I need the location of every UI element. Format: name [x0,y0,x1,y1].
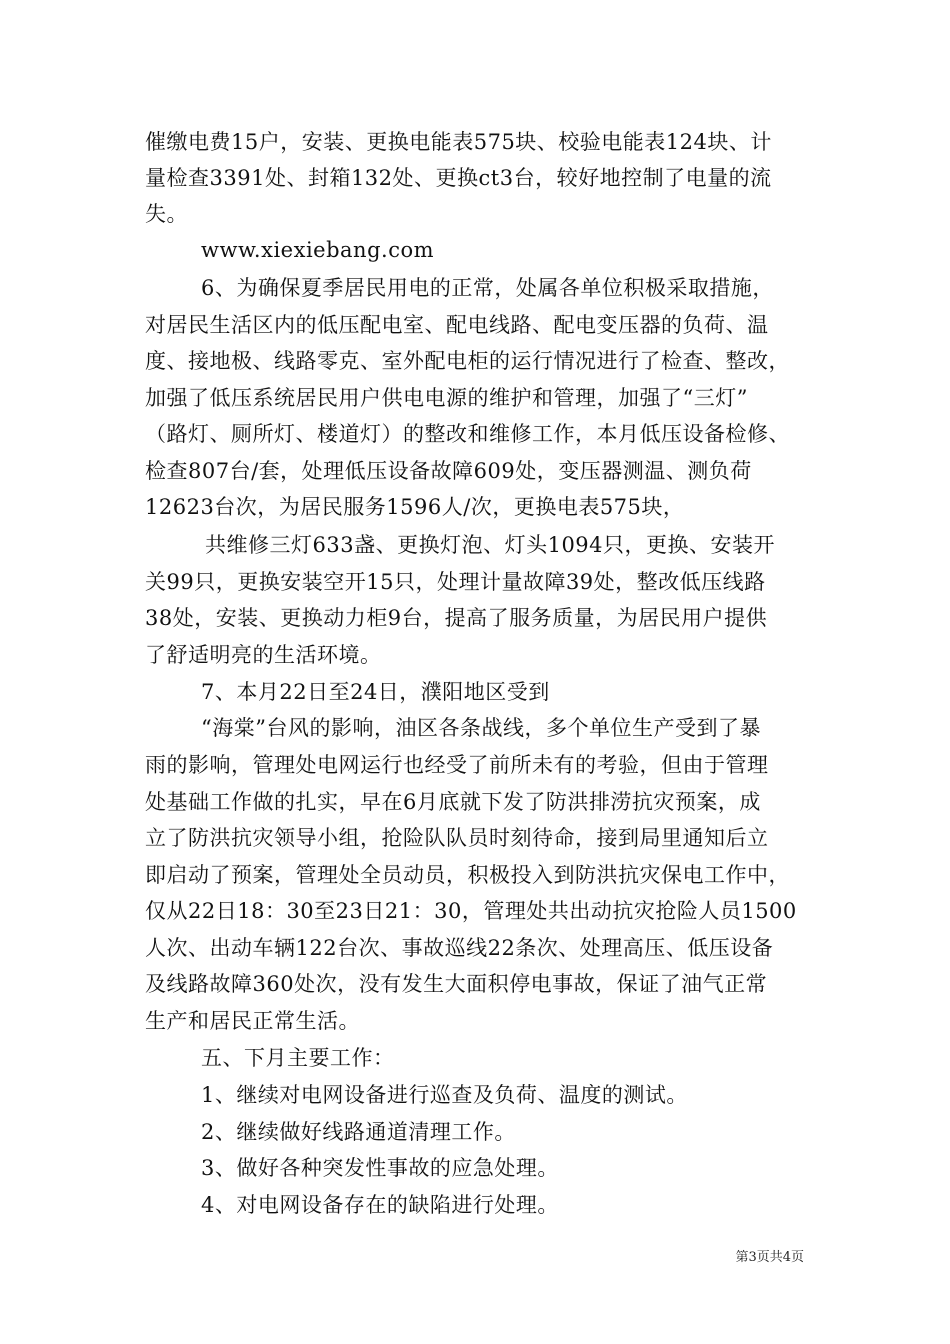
paragraph-line: 关99只，更换安装空开15只，处理计量故障39处，整改低压线路 [145,570,766,594]
list-item: 3、做好各种突发性事故的应急处理。 [201,1156,559,1180]
paragraph-line: 共维修三灯633盏、更换灯泡、灯头1094只，更换、安装开 [205,533,776,557]
paragraph-line: 度、接地极、线路零克、室外配电柜的运行情况进行了检查、整改， [145,349,790,373]
paragraph-line: （路灯、厕所灯、楼道灯）的整改和维修工作，本月低压设备检修、 [145,422,790,446]
paragraph-line: 处基础工作做的扎实，早在6月底就下发了防洪排涝抗灾预案，成 [145,790,761,814]
paragraph-line: 加强了低压系统居民用户供电电源的维护和管理，加强了“三灯” [145,386,748,410]
list-item: 2、继续做好线路通道清理工作。 [201,1120,516,1144]
paragraph-line: 对居民生活区内的低压配电室、配电线路、配电变压器的负荷、温 [145,313,769,337]
section-heading: 五、下月主要工作： [201,1046,395,1070]
website-url: www.xiexiebang.com [201,238,435,262]
paragraph-line: 了舒适明亮的生活环境。 [145,643,382,667]
paragraph-line: 仅从22日18：30至23日21：30，管理处共出动抗灾抢险人员1500 [145,899,797,923]
paragraph-line: 即启动了预案，管理处全员动员，积极投入到防洪抗灾保电工作中， [145,863,790,887]
paragraph-line: 雨的影响，管理处电网运行也经受了前所未有的考验，但由于管理 [145,753,769,777]
paragraph-line: 立了防洪抗灾领导小组，抢险队队员时刻待命，接到局里通知后立 [145,826,769,850]
paragraph-line: 量检查3391处、封箱132处、更换ct3台，较好地控制了电量的流 [145,166,772,190]
paragraph-line: 人次、出动车辆122台次、事故巡线22条次、处理高压、低压设备 [145,936,774,960]
paragraph-line: 6、为确保夏季居民用电的正常，处属各单位积极采取措施， [201,276,774,300]
paragraph-line: “海棠”台风的影响，油区各条战线，多个单位生产受到了暴 [201,716,761,740]
paragraph-line: 12623台次，为居民服务1596人/次，更换电表575块， [145,495,685,519]
page-number: 第3页共4页 [735,1250,804,1265]
paragraph-line: 检查807台/套，处理低压设备故障609处，变压器测温、测负荷 [145,459,752,483]
paragraph-line: 催缴电费15户，安装、更换电能表575块、校验电能表124块、计 [145,130,772,154]
paragraph-line: 7、本月22日至24日，濮阳地区受到 [201,680,550,704]
paragraph-line: 生产和居民正常生活。 [145,1009,360,1033]
list-item: 1、继续对电网设备进行巡查及负荷、温度的测试。 [201,1083,688,1107]
paragraph-line: 38处，安装、更换动力柜9台，提高了服务质量，为居民用户提供 [145,606,768,630]
paragraph-line: 及线路故障360处次，没有发生大面积停电事故，保证了油气正常 [145,972,768,996]
list-item: 4、对电网设备存在的缺陷进行处理。 [201,1193,559,1217]
paragraph-line: 失。 [145,202,188,226]
